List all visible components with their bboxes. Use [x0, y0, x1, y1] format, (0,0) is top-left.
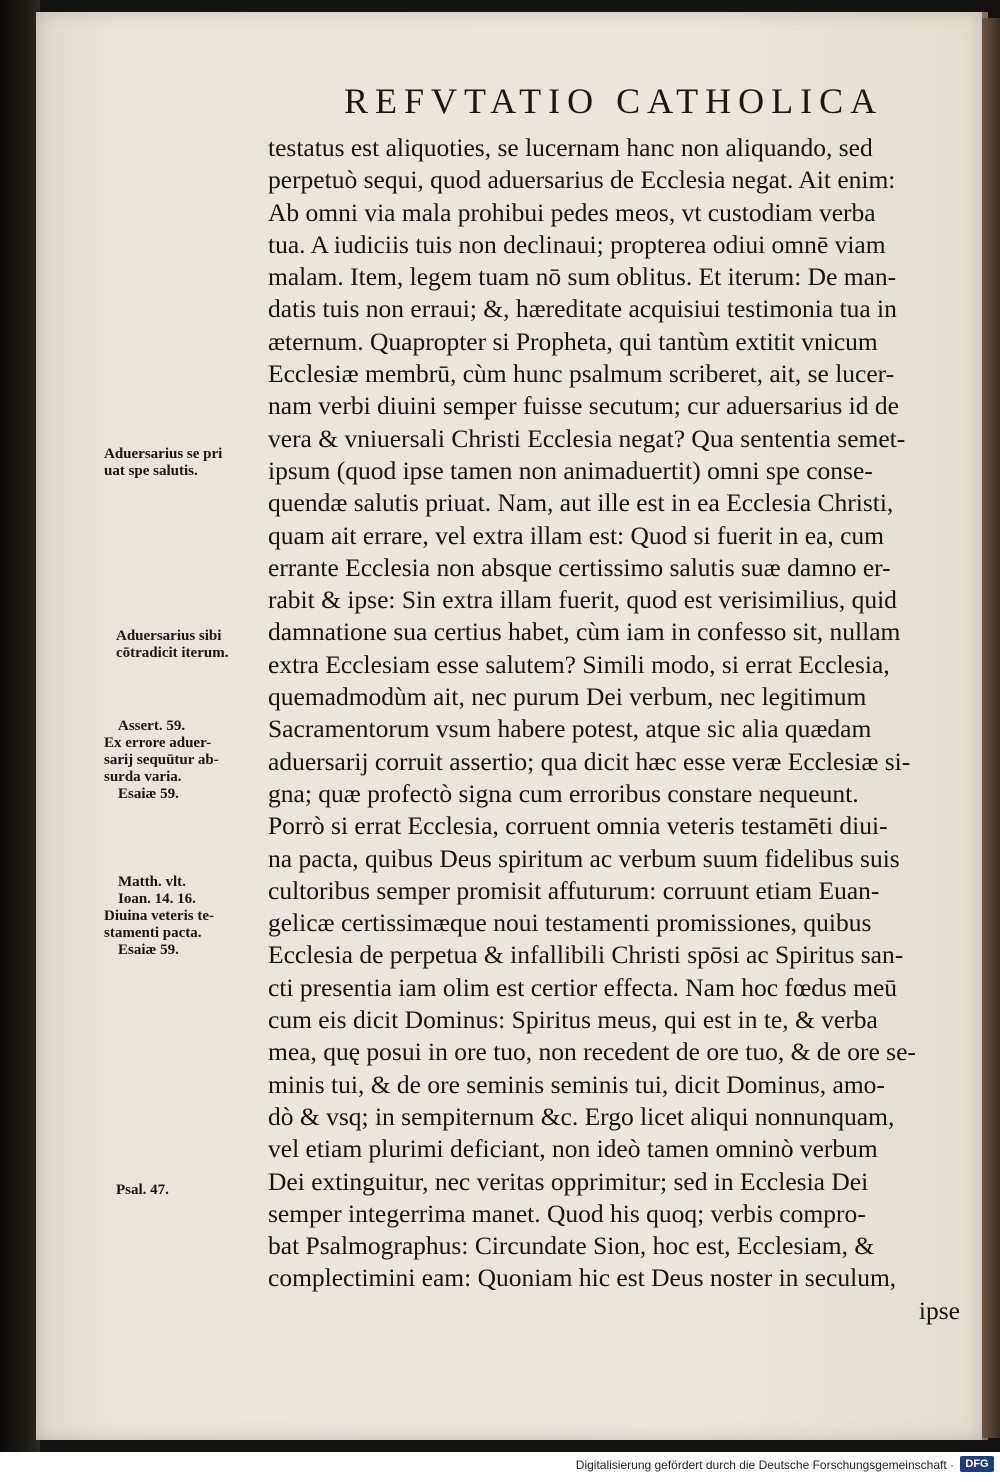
margin-note-line: cōtradicit iterum.: [116, 645, 229, 661]
body-line: errante Ecclesia non absque certissimo salutis suæ damno er-: [268, 552, 891, 582]
body-line: cum eis dicit Dominus: Spiritus meus, qui est in te, & verba: [268, 1005, 878, 1035]
margin-note-line: uat spe salutis.: [104, 463, 198, 479]
margin-note-psal-47: [116, 1182, 276, 1199]
margin-note-aduersarius-cotradicit: [116, 628, 276, 662]
body-line: minis tui, & de ore seminis seminis tui, dicit Dominus, amo-: [268, 1069, 885, 1099]
margin-note-line: stamenti pacta.: [104, 925, 202, 941]
body-line: mea, quę posui in ore tuo, non recedent de ore tuo, & de ore se-: [268, 1037, 916, 1067]
body-line: quendæ salutis priuat. Nam, aut ille est in ea Ecclesia Christi,: [268, 488, 894, 518]
body-line: dò & vsq; in sempiternum &c. Ergo licet aliqui nonnunquam,: [268, 1101, 895, 1131]
body-line: gelicæ certissimæque noui testamenti promissiones, quibus: [268, 908, 872, 938]
book-edge-left: [0, 0, 40, 1482]
body-line: damnatione sua certius habet, cùm iam in confesso sit, nullam: [268, 617, 901, 647]
body-line: vera & vniuersali Christi Ecclesia negat? Qua sententia semet-: [268, 423, 906, 453]
body-line: testatus est aliquoties, se lucernam hanc non aliquando, sed: [268, 133, 873, 162]
body-line: cultoribus semper promisit affuturum: corruunt etiam Euan-: [268, 875, 880, 905]
margin-note-line: surda varia.: [104, 769, 182, 785]
margin-note-line: Ioan. 14. 16.: [118, 891, 196, 907]
margin-note-line: Psal. 47.: [116, 1182, 169, 1198]
body-line: Ab omni via mala prohibui pedes meos, vt custodiam verba: [268, 197, 876, 227]
margin-note-line: Diuina veteris te-: [104, 908, 214, 924]
body-line: complectimini eam: Quoniam hic est Deus noster in seculum,: [268, 1263, 897, 1293]
margin-note-matth-ioan: [104, 874, 264, 959]
body-line: cti presentia iam olim est certior effecta. Nam hoc fœdus meū: [268, 972, 898, 1002]
body-line: Ecclesiæ membrū, cùm hunc psalmum scriberet, ait, se lucer-: [268, 359, 895, 389]
body-line: æternum. Quapropter si Propheta, qui tantùm extitit vnicum: [268, 326, 878, 356]
body-line: Dei extinguitur, nec veritas opprimitur; sed in Ecclesia Dei: [268, 1166, 869, 1196]
body-line: extra Ecclesiam esse salutem? Simili modo, si errat Ecclesia,: [268, 649, 890, 679]
book-edge-right: [982, 18, 1000, 1438]
body-line: nam verbi diuini semper fuisse secutum; cur aduersarius id de: [268, 391, 899, 421]
body-line: gna; quæ profectò signa cum erroribus constare nequeunt.: [268, 778, 859, 808]
body-line: perpetuò sequi, quod aduersarius de Ecclesia negat. Ait enim:: [268, 165, 896, 195]
dfg-logo-icon: DFG: [960, 1456, 994, 1472]
footer-bar: [0, 1452, 1000, 1482]
margin-note-line: Aduersarius sibi: [116, 628, 222, 644]
body-line: Ecclesia de perpetua & infallibili Christi spōsi ac Spiritus san-: [268, 940, 904, 970]
body-line: bat Psalmographus: Circundate Sion, hoc est, Ecclesiam, &: [268, 1231, 875, 1261]
running-head: REFVTATIO CATHOLICA: [344, 81, 884, 121]
body-text: [268, 132, 968, 1327]
margin-note-line: Esaiæ 59.: [118, 786, 179, 802]
body-line: Porrò si errat Ecclesia, corruent omnia veteris testamēti diui-: [268, 811, 888, 841]
margin-note-assert-59: [104, 718, 264, 803]
body-line: Sacramentorum vsum habere potest, atque sic alia quædam: [268, 714, 872, 744]
body-line: aduersarij corruit assertio; qua dicit hæc esse veræ Ecclesiæ si-: [268, 746, 911, 776]
margin-note-line: Aduersarius se pri: [104, 446, 223, 462]
margin-note-line: Esaiæ 59.: [118, 942, 179, 958]
catchword: ipse: [918, 1295, 960, 1325]
margin-note-line: Ex errore aduer-: [104, 735, 212, 751]
margin-note-line: sarij sequūtur ab-: [104, 752, 219, 768]
body-line: vel etiam plurimi deficiant, non ideò tamen omninò verbum: [268, 1134, 878, 1164]
margin-note-line: Matth. vlt.: [118, 874, 186, 890]
body-line: malam. Item, legem tuam nō sum oblitus. Et iterum: De man-: [268, 262, 897, 292]
body-line: na pacta, quibus Deus spiritum ac verbum suum fidelibus suis: [268, 843, 900, 873]
body-line: quemadmodùm ait, nec purum Dei verbum, nec legitimum: [268, 682, 867, 712]
body-line: datis tuis non erraui; &, hæreditate acquisiui testimonia tua in: [268, 294, 897, 324]
body-line: rabit & ipse: Sin extra illam fuerit, quod est verisimilius, quid: [268, 585, 897, 615]
margin-note-aduersarius-priuat: [104, 446, 264, 480]
body-line: quam ait errare, vel extra illam est: Quod si fuerit in ea, cum: [268, 520, 885, 550]
margin-note-line: Assert. 59.: [118, 718, 186, 734]
body-line: tua. A iudiciis tuis non declinaui; propterea odiui omnē viam: [268, 229, 886, 259]
body-line: ipsum (quod ipse tamen non animaduertit) omni spe conse-: [268, 455, 873, 485]
body-line: semper integerrima manet. Quod his quoq; verbis compro-: [268, 1198, 866, 1228]
funding-credit: Digitalisierung gefördert durch die Deutsche Forschungsgemeinschaft ·: [575, 1458, 954, 1472]
